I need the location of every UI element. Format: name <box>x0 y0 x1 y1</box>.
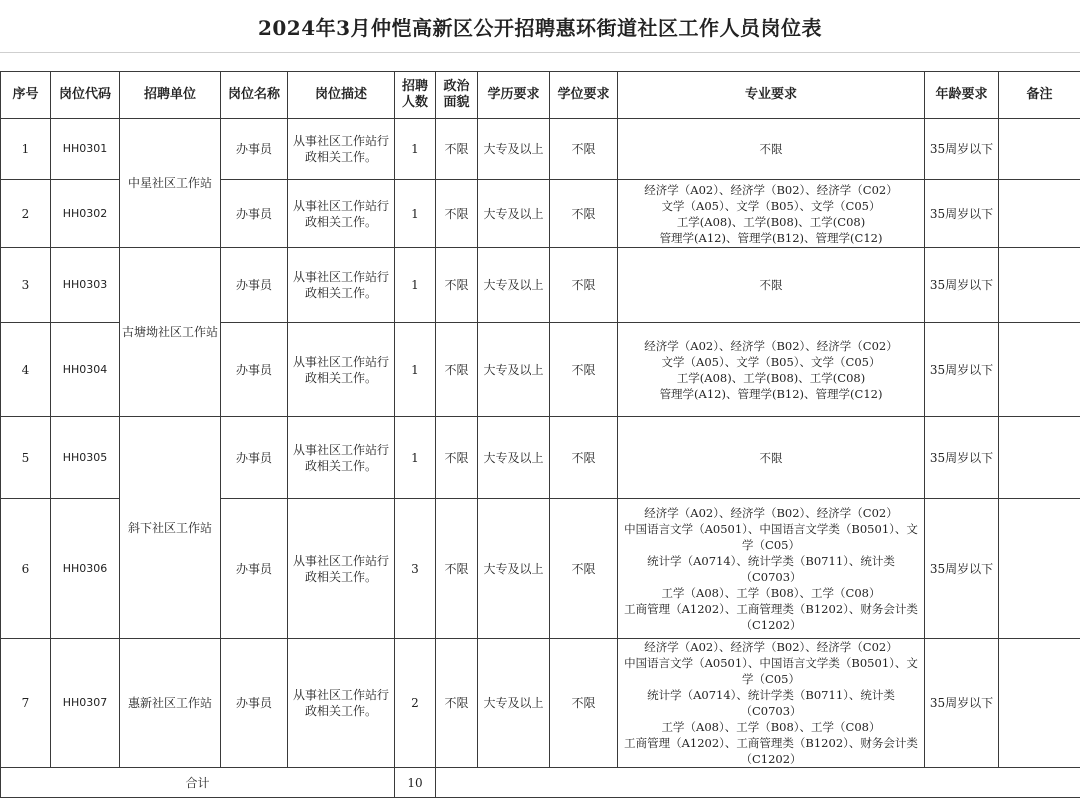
cell-degree: 不限 <box>550 248 618 323</box>
major-line: 不限 <box>759 450 783 465</box>
cell-degree: 不限 <box>550 639 618 768</box>
cell-code: HH0306 <box>51 499 120 639</box>
header-age: 年龄要求 <box>925 72 999 119</box>
cell-degree: 不限 <box>550 119 618 180</box>
cell-seq: 2 <box>1 180 51 248</box>
cell-count: 3 <box>395 499 436 639</box>
cell-position: 办事员 <box>221 119 288 180</box>
cell-desc: 从事社区工作站行政相关工作。 <box>288 180 395 248</box>
cell-count: 1 <box>395 417 436 499</box>
cell-education: 大专及以上 <box>478 180 550 248</box>
cell-count: 2 <box>395 639 436 768</box>
table-row <box>1 639 1080 768</box>
cell-code: HH0304 <box>51 323 120 417</box>
cell-code: HH0301 <box>51 119 120 180</box>
major-line: 工学(A08)、工学(B08)、工学(C08) <box>676 214 866 229</box>
major-line: 统计学（A0714）、统计学类（B0711）、统计类（C0703） <box>647 553 895 584</box>
header-education: 学历要求 <box>478 72 550 119</box>
cell-unit: 中星社区工作站 <box>120 119 221 248</box>
cell-desc: 从事社区工作站行政相关工作。 <box>288 119 395 180</box>
cell-position: 办事员 <box>221 639 288 768</box>
cell-position: 办事员 <box>221 180 288 248</box>
cell-count: 1 <box>395 119 436 180</box>
cell-major <box>618 499 925 639</box>
cell-position: 办事员 <box>221 323 288 417</box>
cell-desc: 从事社区工作站行政相关工作。 <box>288 323 395 417</box>
page-title: 2024年3月仲恺高新区公开招聘惠环街道社区工作人员岗位表 <box>257 15 823 40</box>
cell-seq: 6 <box>1 499 51 639</box>
cell-unit: 斜下社区工作站 <box>120 417 221 639</box>
header-code: 岗位代码 <box>51 72 120 119</box>
cell-education: 大专及以上 <box>478 248 550 323</box>
major-line: 工学(A08)、工学(B08)、工学(C08) <box>676 370 866 385</box>
cell-count: 1 <box>395 248 436 323</box>
cell-code: HH0303 <box>51 248 120 323</box>
header-degree: 学位要求 <box>550 72 618 119</box>
cell-seq: 1 <box>1 119 51 180</box>
major-line: 工商管理（A1202）、工商管理类（B1202）、财务会计类（C1202） <box>624 736 918 766</box>
major-line: 管理学(A12)、管理学(B12)、管理学(C12) <box>659 230 883 245</box>
cell-remark <box>999 119 1080 180</box>
header-seq: 序号 <box>1 72 51 119</box>
total-value: 10 <box>395 768 436 798</box>
cell-age: 35周岁以下 <box>925 499 999 639</box>
cell-seq: 4 <box>1 323 51 417</box>
cell-desc: 从事社区工作站行政相关工作。 <box>288 248 395 323</box>
major-line: 统计学（A0714）、统计学类（B0711）、统计类（C0703） <box>647 688 895 718</box>
title-bar <box>0 0 1080 53</box>
cell-position: 办事员 <box>221 248 288 323</box>
cell-unit: 惠新社区工作站 <box>120 639 221 768</box>
cell-age: 35周岁以下 <box>925 639 999 768</box>
cell-major <box>618 248 925 323</box>
cell-desc: 从事社区工作站行政相关工作。 <box>288 499 395 639</box>
cell-remark <box>999 248 1080 323</box>
cell-code: HH0307 <box>51 639 120 768</box>
major-line: 经济学（A02）、经济学（B02）、经济学（C02） <box>644 338 898 353</box>
cell-count: 1 <box>395 323 436 417</box>
cell-degree: 不限 <box>550 323 618 417</box>
major-line: 工学（A08）、工学（B08）、工学（C08） <box>661 720 881 734</box>
cell-education: 大专及以上 <box>478 417 550 499</box>
major-line: 不限 <box>759 142 783 156</box>
cell-degree: 不限 <box>550 417 618 499</box>
major-line: 工学（A08）、工学（B08）、工学（C08） <box>661 585 881 600</box>
cell-major <box>618 119 925 180</box>
cell-major <box>618 639 925 768</box>
cell-seq: 3 <box>1 248 51 323</box>
cell-politics: 不限 <box>436 417 478 499</box>
table-row <box>1 119 1080 180</box>
cell-major <box>618 180 925 248</box>
major-line: 文学（A05）、文学（B05）、文学（C05） <box>661 354 881 369</box>
major-line: 经济学（A02）、经济学（B02）、经济学（C02） <box>644 182 898 197</box>
header-major: 专业要求 <box>618 72 925 119</box>
positions-table <box>0 71 1080 798</box>
cell-position: 办事员 <box>221 499 288 639</box>
major-line: 中国语言文学（A0501）、中国语言文学类（B0501）、文学（C05） <box>624 521 918 552</box>
total-label: 合计 <box>1 768 395 798</box>
cell-education: 大专及以上 <box>478 499 550 639</box>
major-line: 文学（A05）、文学（B05）、文学（C05） <box>661 198 881 213</box>
header-politics: 政治 面貌 <box>436 72 478 119</box>
cell-politics: 不限 <box>436 639 478 768</box>
cell-politics: 不限 <box>436 323 478 417</box>
cell-desc: 从事社区工作站行政相关工作。 <box>288 417 395 499</box>
cell-politics: 不限 <box>436 248 478 323</box>
cell-remark <box>999 180 1080 248</box>
cell-degree: 不限 <box>550 180 618 248</box>
header-position: 岗位名称 <box>221 72 288 119</box>
cell-age: 35周岁以下 <box>925 417 999 499</box>
header-desc: 岗位描述 <box>288 72 395 119</box>
cell-education: 大专及以上 <box>478 119 550 180</box>
cell-remark <box>999 417 1080 499</box>
cell-age: 35周岁以下 <box>925 180 999 248</box>
major-line: 不限 <box>759 278 783 292</box>
cell-seq: 5 <box>1 417 51 499</box>
table-row <box>1 248 1080 323</box>
cell-age: 35周岁以下 <box>925 119 999 180</box>
cell-degree: 不限 <box>550 499 618 639</box>
cell-code: HH0302 <box>51 180 120 248</box>
major-line: 管理学(A12)、管理学(B12)、管理学(C12) <box>659 386 883 401</box>
cell-major <box>618 323 925 417</box>
cell-education: 大专及以上 <box>478 323 550 417</box>
cell-unit: 古塘坳社区工作站 <box>120 248 221 417</box>
major-line: 中国语言文学（A0501）、中国语言文学类（B0501）、文学（C05） <box>624 656 918 686</box>
total-row <box>1 768 1080 798</box>
cell-politics: 不限 <box>436 499 478 639</box>
cell-age: 35周岁以下 <box>925 323 999 417</box>
cell-position: 办事员 <box>221 417 288 499</box>
cell-politics: 不限 <box>436 119 478 180</box>
cell-major <box>618 417 925 499</box>
header-unit: 招聘单位 <box>120 72 221 119</box>
cell-code: HH0305 <box>51 417 120 499</box>
header-remark: 备注 <box>999 72 1080 119</box>
cell-remark <box>999 639 1080 768</box>
cell-desc: 从事社区工作站行政相关工作。 <box>288 639 395 768</box>
cell-education: 大专及以上 <box>478 639 550 768</box>
major-line: 经济学（A02）、经济学（B02）、经济学（C02） <box>644 640 898 654</box>
cell-remark <box>999 323 1080 417</box>
major-line: 工商管理（A1202）、工商管理类（B1202）、财务会计类（C1202） <box>624 601 918 632</box>
major-line: 经济学（A02）、经济学（B02）、经济学（C02） <box>644 505 898 520</box>
spacer-row <box>0 52 1080 72</box>
total-empty <box>436 768 1080 798</box>
table-row <box>1 417 1080 499</box>
cell-count: 1 <box>395 180 436 248</box>
cell-politics: 不限 <box>436 180 478 248</box>
cell-age: 35周岁以下 <box>925 248 999 323</box>
header-count: 招聘 人数 <box>395 72 436 119</box>
cell-remark <box>999 499 1080 639</box>
header-row <box>1 72 1080 119</box>
cell-seq: 7 <box>1 639 51 768</box>
